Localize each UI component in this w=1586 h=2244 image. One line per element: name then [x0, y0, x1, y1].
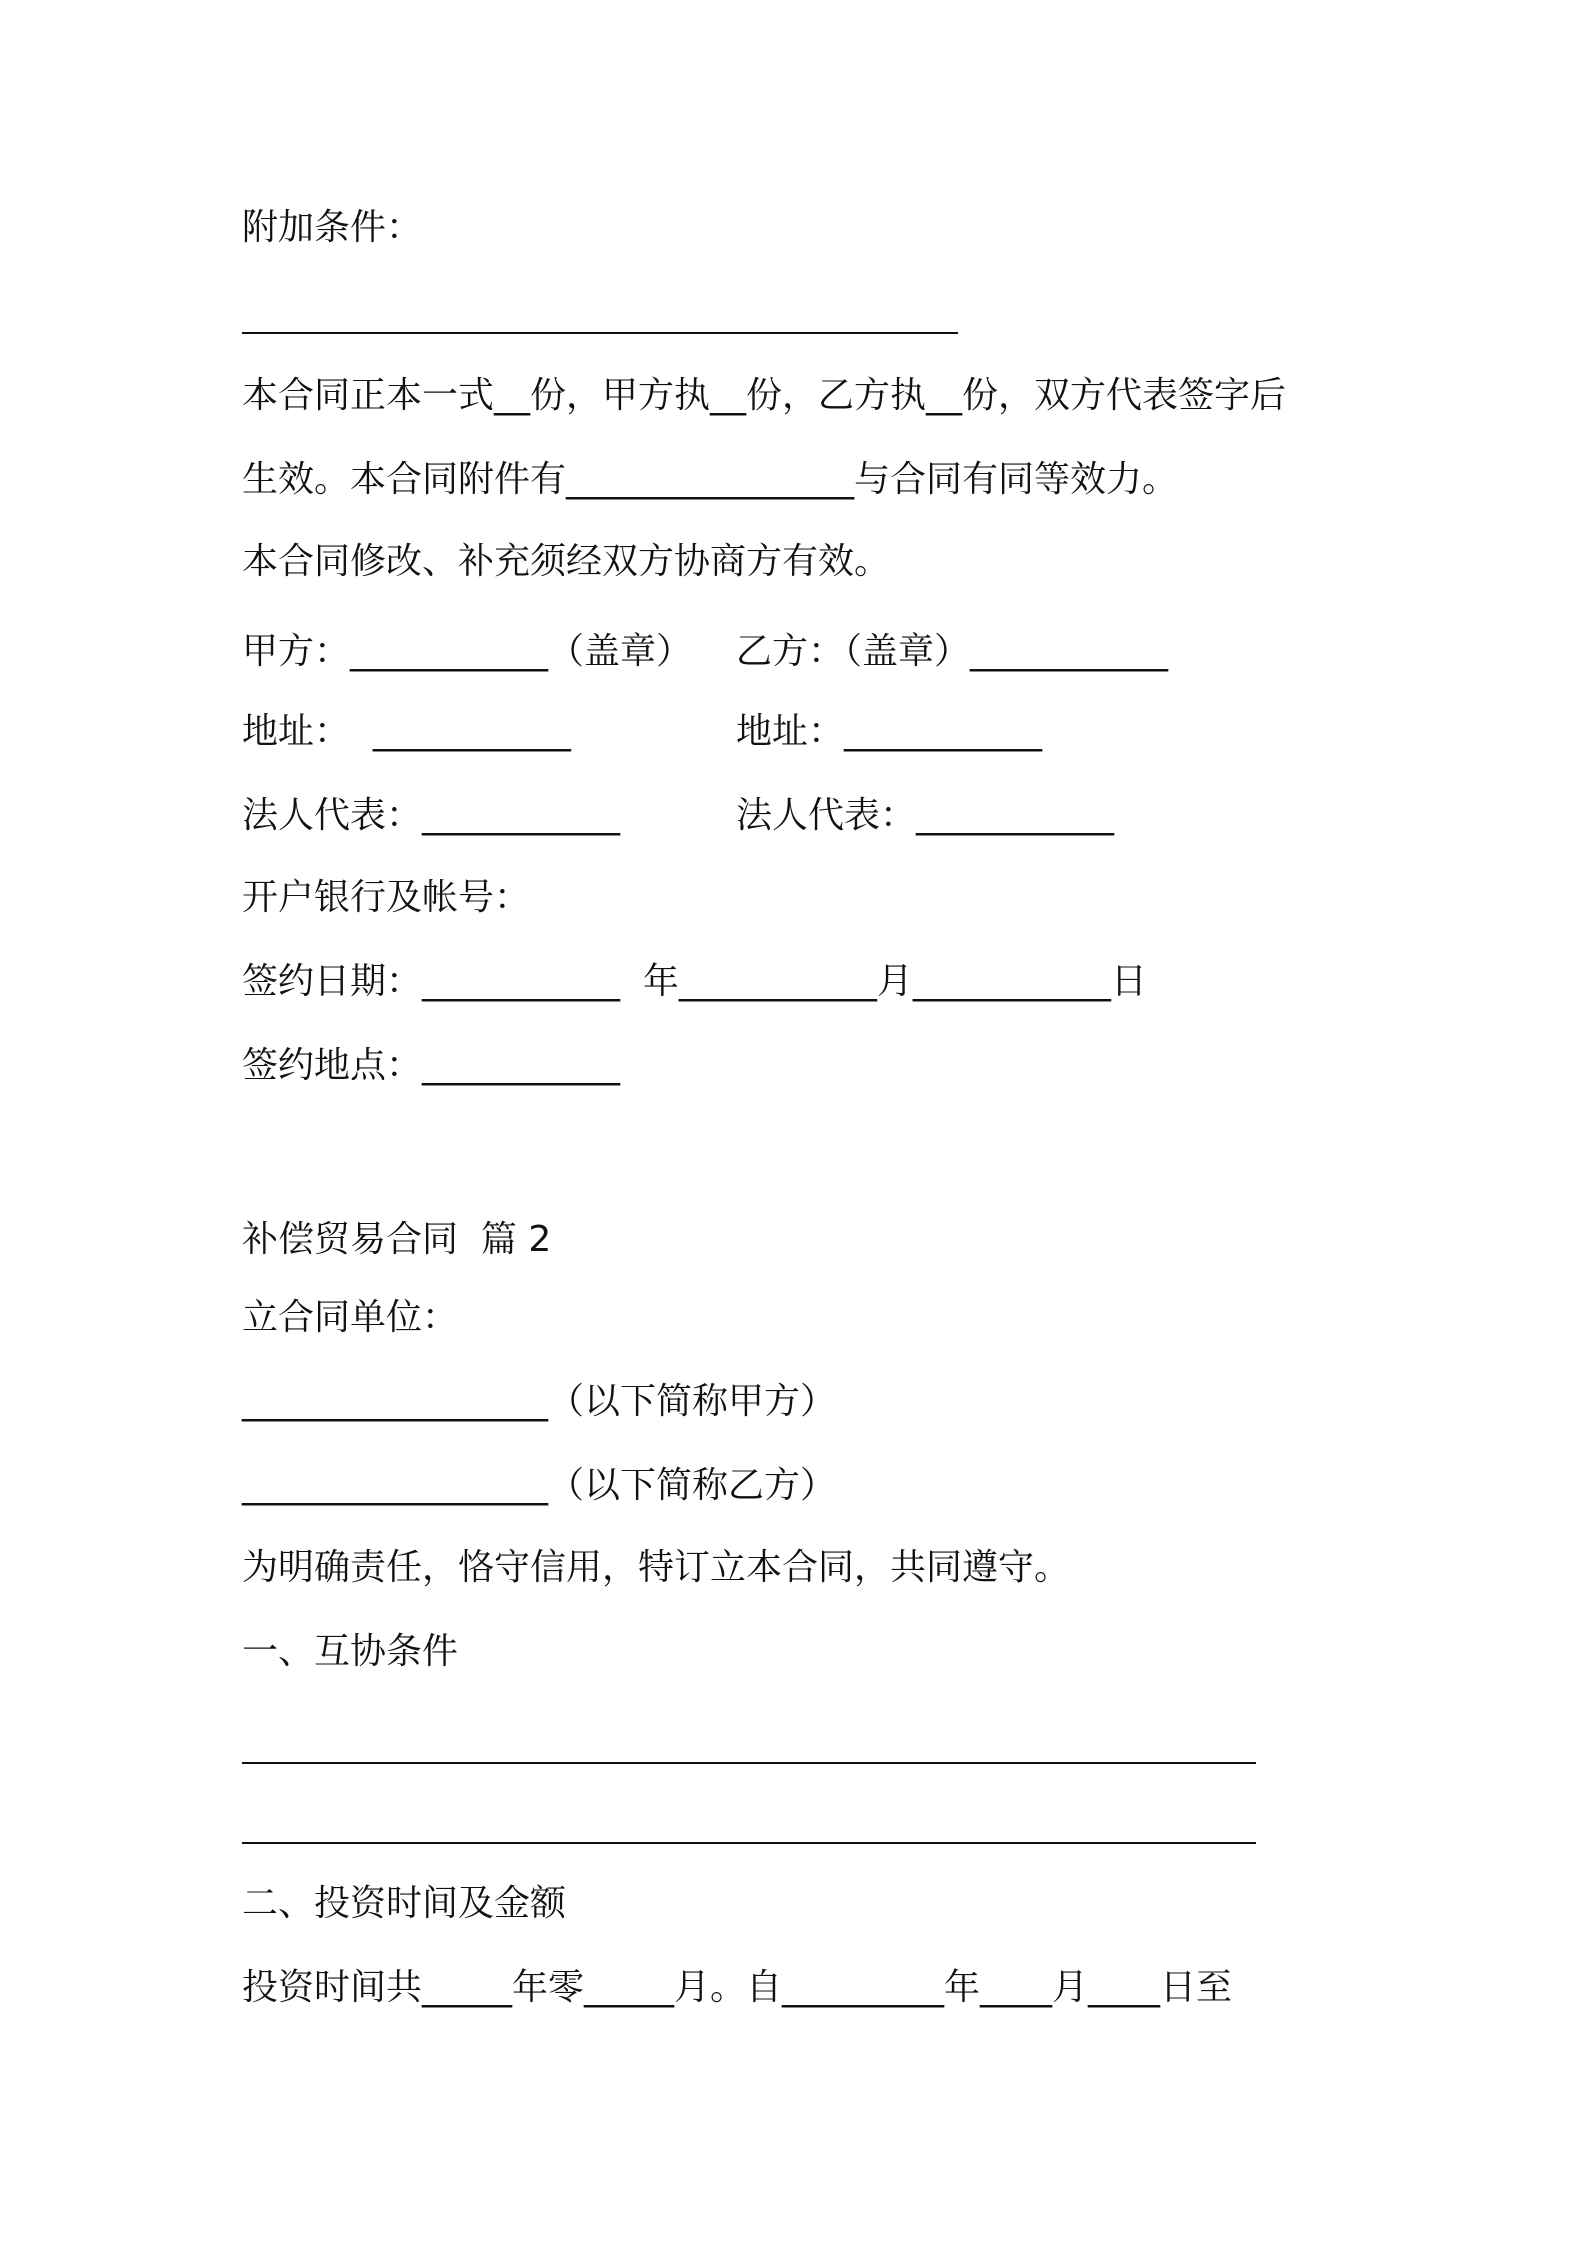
bank-account-label: 开户银行及帐号： — [242, 877, 531, 918]
blank-line — [242, 1762, 1256, 1764]
party-a-legal-representative: 法人代表：___________ — [242, 795, 621, 836]
copies-clause-line-1: 本合同正本一式__份，甲方执__份，乙方执__份，双方代表签字后 — [242, 375, 1287, 416]
blank-line — [242, 332, 958, 334]
preamble: 为明确责任，恪守信用，特订立本合同，共同遵守。 — [242, 1547, 1071, 1588]
blank-line — [242, 1842, 1256, 1844]
contract-title: 补偿贸易合同 篇 2 — [242, 1219, 552, 1260]
amendment-clause: 本合同修改、补充须经双方协商方有效。 — [242, 541, 891, 582]
additional-conditions-label: 附加条件： — [242, 207, 423, 248]
section-2-title: 二、投资时间及金额 — [242, 1883, 567, 1924]
party-a-signature: 甲方：___________（盖章） — [242, 631, 693, 672]
party-a-address: 地址： ___________ — [242, 711, 571, 752]
party-b-legal-representative: 法人代表：___________ — [736, 795, 1115, 836]
investment-time-clause: 投资时间共_____年零_____月。自_________年____月____日至 — [242, 1967, 1233, 2008]
party-a-name-line: _________________（以下简称甲方） — [242, 1381, 837, 1422]
party-b-address: 地址：___________ — [736, 711, 1043, 752]
contracting-parties-label: 立合同单位： — [242, 1297, 459, 1338]
signing-date: 签约日期：___________ 年___________月___________日 — [242, 961, 1147, 1002]
copies-clause-line-2: 生效。本合同附件有________________与合同有同等效力。 — [242, 459, 1179, 500]
section-1-title: 一、互协条件 — [242, 1631, 459, 1672]
signing-place: 签约地点：___________ — [242, 1045, 621, 1086]
party-b-signature: 乙方：（盖章）___________ — [736, 631, 1169, 672]
party-b-name-line: _________________（以下简称乙方） — [242, 1465, 837, 1506]
